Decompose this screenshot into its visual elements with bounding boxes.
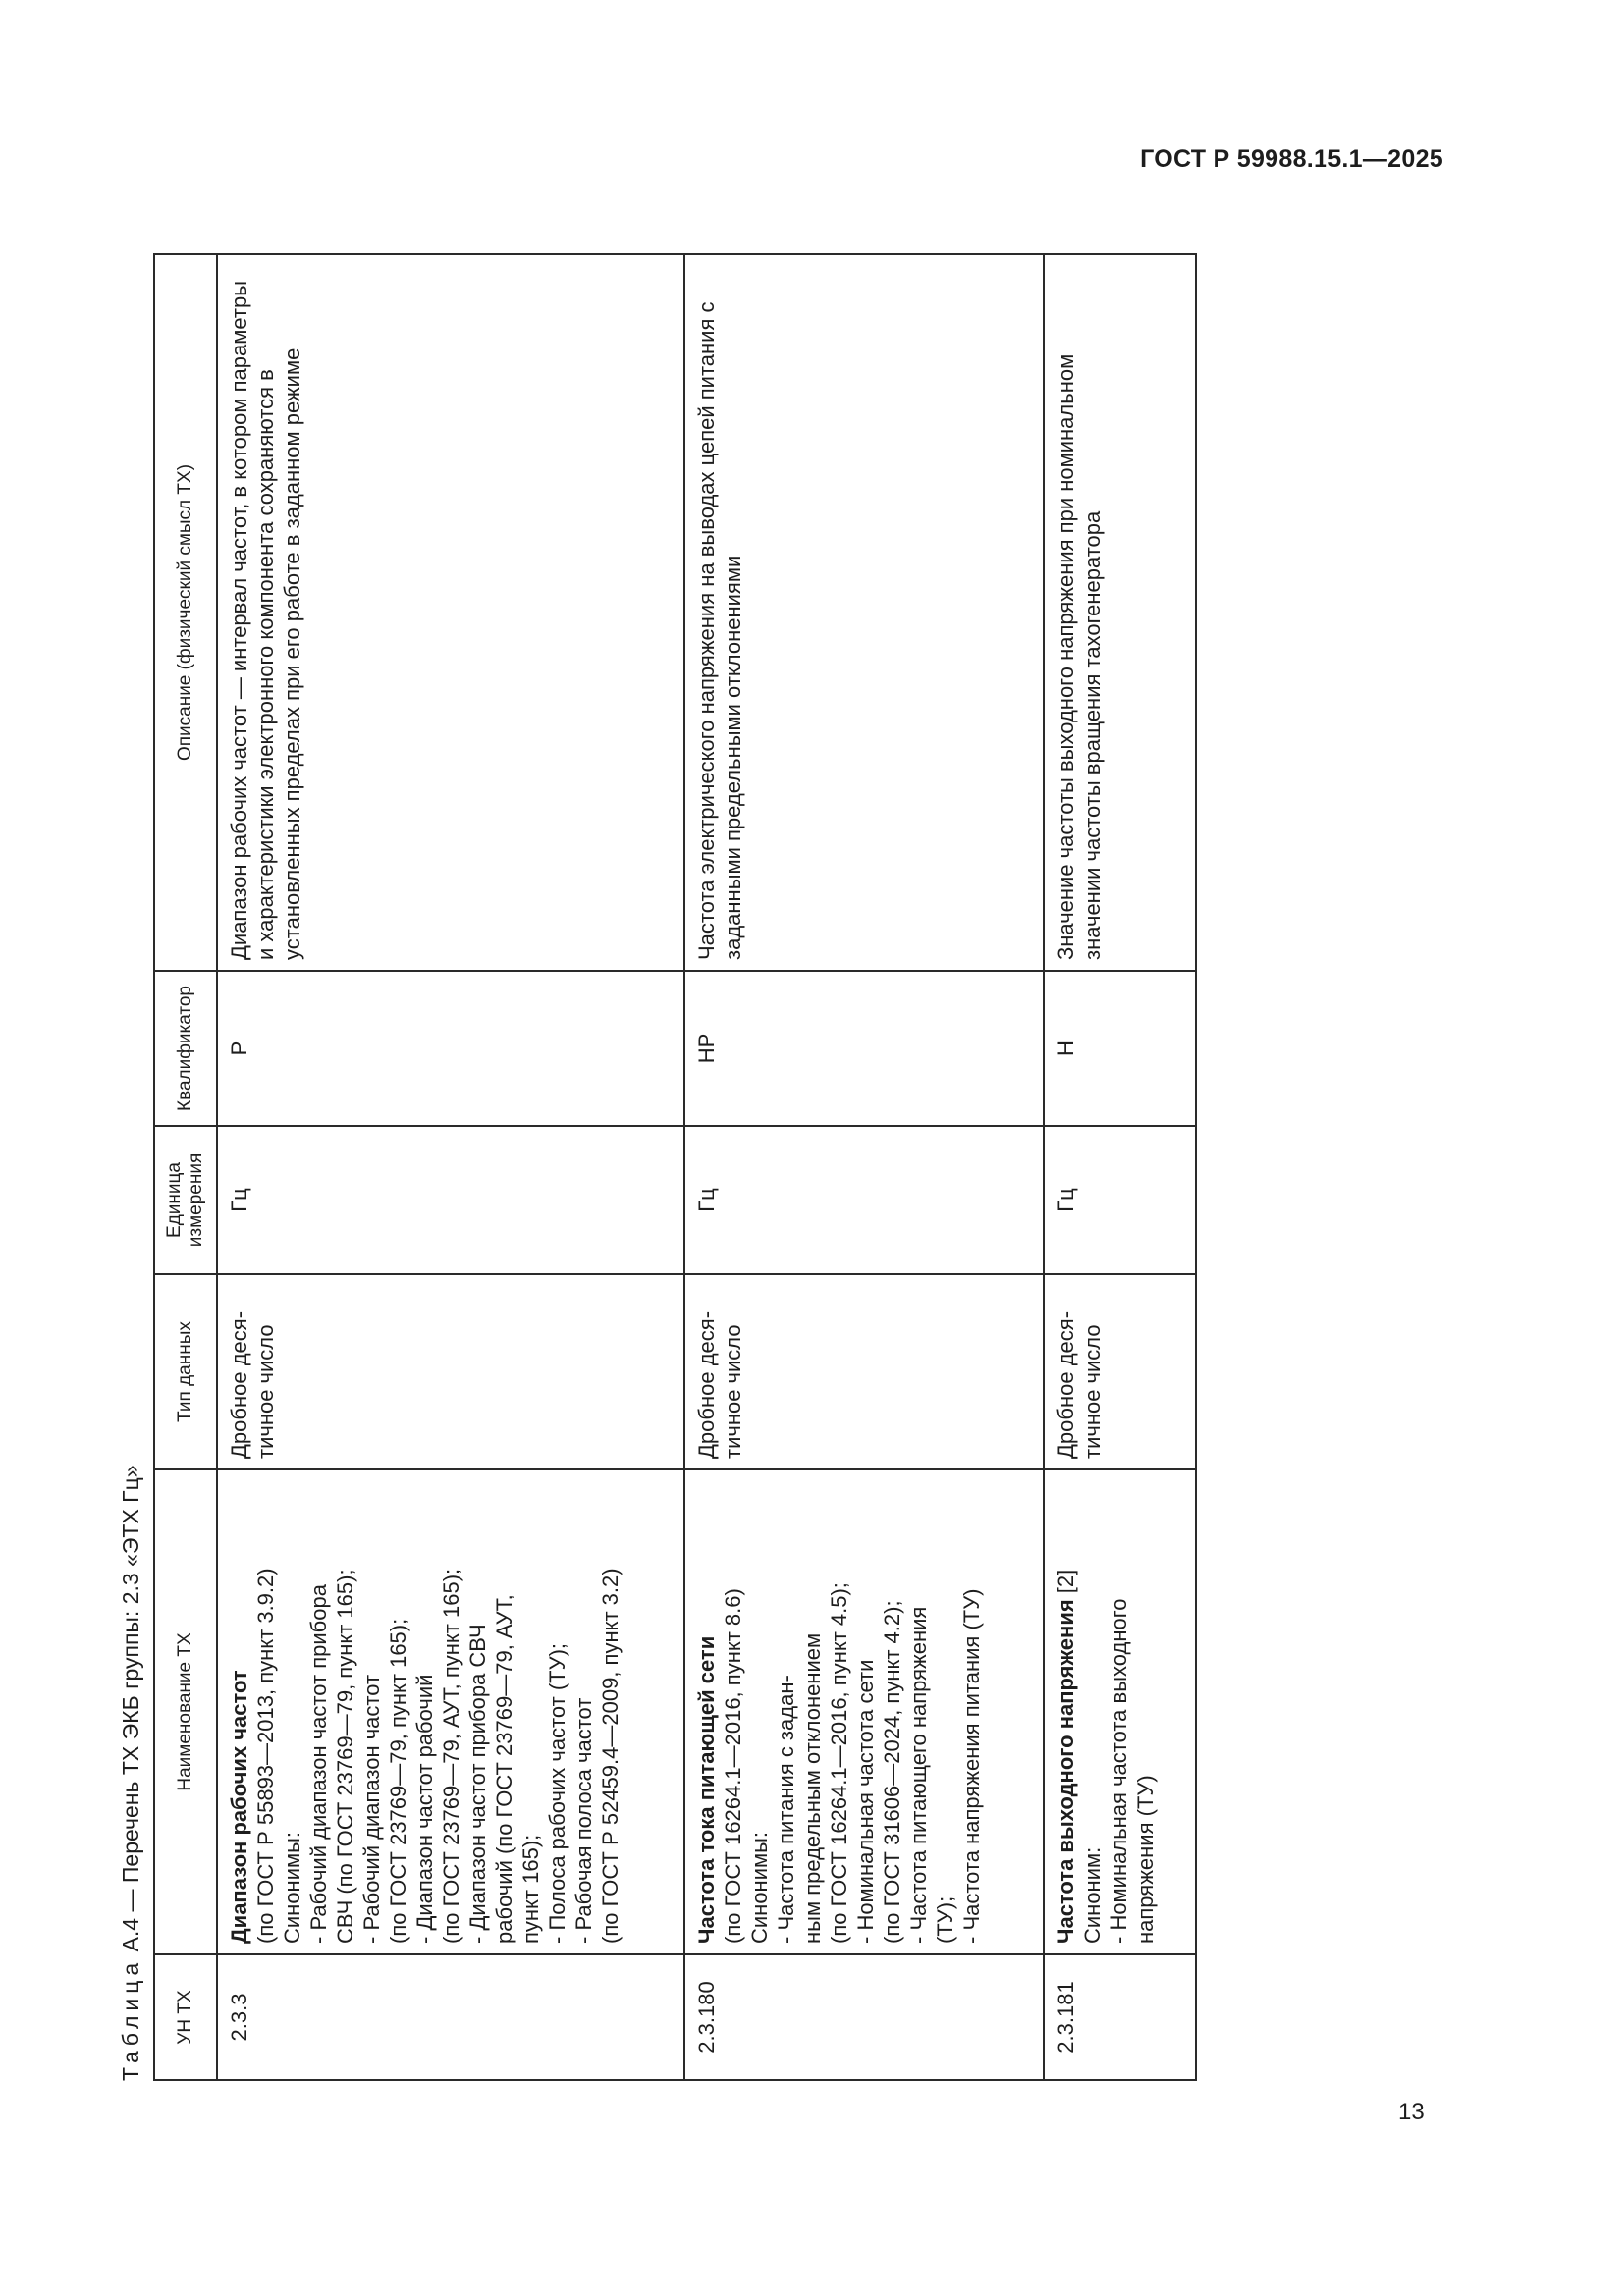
cell-description: Частота электрического напряжения на выводах цепей питания с заданными предельными отклонениями [684,254,1044,971]
name-title: Диапазон рабочих частот [227,1670,251,1944]
name-line: (по ГОСТ 23769—79, пункт 165); [386,1618,410,1944]
name-line: ным предельным отклонением [800,1632,825,1944]
table-row [684,254,1044,2080]
cell-name [217,1469,684,1954]
name-line: СВЧ (по ГОСТ 23769—79, пункт 165); [333,1569,357,1944]
cell-name [1044,1469,1196,1954]
column-header-name: Наименование ТХ [154,1469,217,1954]
data-type-line: Дробное деся- [694,1310,719,1459]
name-title-line [1053,1480,1079,1944]
page-number: 13 [1398,2099,1425,2125]
cell-unit: Гц [217,1126,684,1274]
name-line: Синонимы: [280,1831,304,1944]
cell-data-type [217,1274,684,1469]
column-header-data-type: Тип данных [154,1274,217,1469]
name-line: - Номинальная частота сети [853,1659,878,1944]
column-header-id: УН ТХ [154,1954,217,2080]
cell-data-type [1044,1274,1196,1469]
column-header-description: Описание (физический смысл ТХ) [154,254,217,971]
data-type-line: тичное число [253,1324,278,1459]
cell-qualifier: НР [684,971,1044,1126]
name-line: - Номинальная частота выходного [1107,1598,1131,1944]
name-line: - Рабочая полоса частот [571,1697,596,1944]
table-row [1044,254,1196,2080]
name-title: Частота тока питающей сети [694,1635,719,1944]
name-line: (по ГОСТ Р 55893—2013, пункт 3.9.2) [253,1568,278,1944]
document-number-header: ГОСТ Р 59988.15.1—2025 [1140,145,1443,173]
data-type-line: тичное число [721,1324,745,1459]
name-line: (по ГОСТ Р 52459.4—2009, пункт 3.2) [598,1568,623,1944]
rotated-table-page [108,255,1247,2081]
cell-id: 2.3.181 [1044,1954,1196,2080]
cell-name [684,1469,1044,1954]
name-line: Синонимы: [747,1831,772,1944]
name-line: - Частота питания с задан- [774,1675,798,1944]
data-type-line: Дробное деся- [227,1310,251,1459]
column-header-qualifier: Квалификатор [154,971,217,1126]
cell-data-type [684,1274,1044,1469]
characteristics-table [153,253,1197,2081]
table-row [217,254,684,2080]
name-line: - Рабочий диапазон частот прибора [306,1584,331,1944]
name-line: напряжения (ТУ) [1133,1775,1158,1944]
name-line: - Диапазон частот прибора СВЧ [465,1624,490,1944]
name-line: рабочий (по ГОСТ 23769—79, АУТ, [492,1594,516,1944]
data-type-line: тичное число [1080,1324,1105,1459]
column-header-unit: Единица измерения [154,1126,217,1274]
cell-description: Значение частоты выходного напряжения при номинальном значении частоты вращения тахогенератора [1044,254,1196,971]
name-line: пункт 165); [518,1834,543,1944]
name-title: Частота выходного напряжения [1054,1599,1078,1944]
caption-prefix: Таблица [118,1957,143,2081]
name-line: (по ГОСТ 23769—79, АУТ, пункт 165); [439,1568,463,1944]
cell-qualifier: Р [217,971,684,1126]
cell-id: 2.3.180 [684,1954,1044,2080]
name-line: - Частота питающего напряжения [906,1606,931,1944]
caption-text: А.4 — Перечень ТХ ЭКБ группы: 2.3 «ЭТХ Гц» [118,1465,143,1958]
name-line: (ТУ); [933,1896,957,1944]
name-line: - Полоса рабочих частот (ТУ); [545,1642,569,1944]
cell-id: 2.3.3 [217,1954,684,2080]
name-line: - Частота напряжения питания (ТУ) [959,1588,984,1944]
name-line: (по ГОСТ 16264.1—2016, пункт 8.6) [721,1588,745,1944]
cell-unit: Гц [1044,1126,1196,1274]
name-line: Синоним: [1080,1846,1105,1944]
name-line: (по ГОСТ 16264.1—2016, пункт 4.5); [827,1582,851,1944]
cell-description: Диапазон рабочих частот — интервал частот, в котором параметры и характеристики электронного компонента сохраняются в установленных пределах при его работе в заданном режиме [217,254,684,971]
cell-qualifier: Н [1044,971,1196,1126]
name-line: - Рабочий диапазон частот [359,1674,384,1944]
data-type-line: Дробное деся- [1054,1310,1078,1459]
cell-unit: Гц [684,1126,1044,1274]
name-line: (по ГОСТ 31606—2024, пункт 4.2); [880,1600,904,1944]
table-caption [108,1465,153,2081]
table-header-row [154,254,217,2080]
name-line: - Диапазон частот рабочий [412,1674,437,1944]
name-title-reference: [2] [1054,1569,1078,1600]
